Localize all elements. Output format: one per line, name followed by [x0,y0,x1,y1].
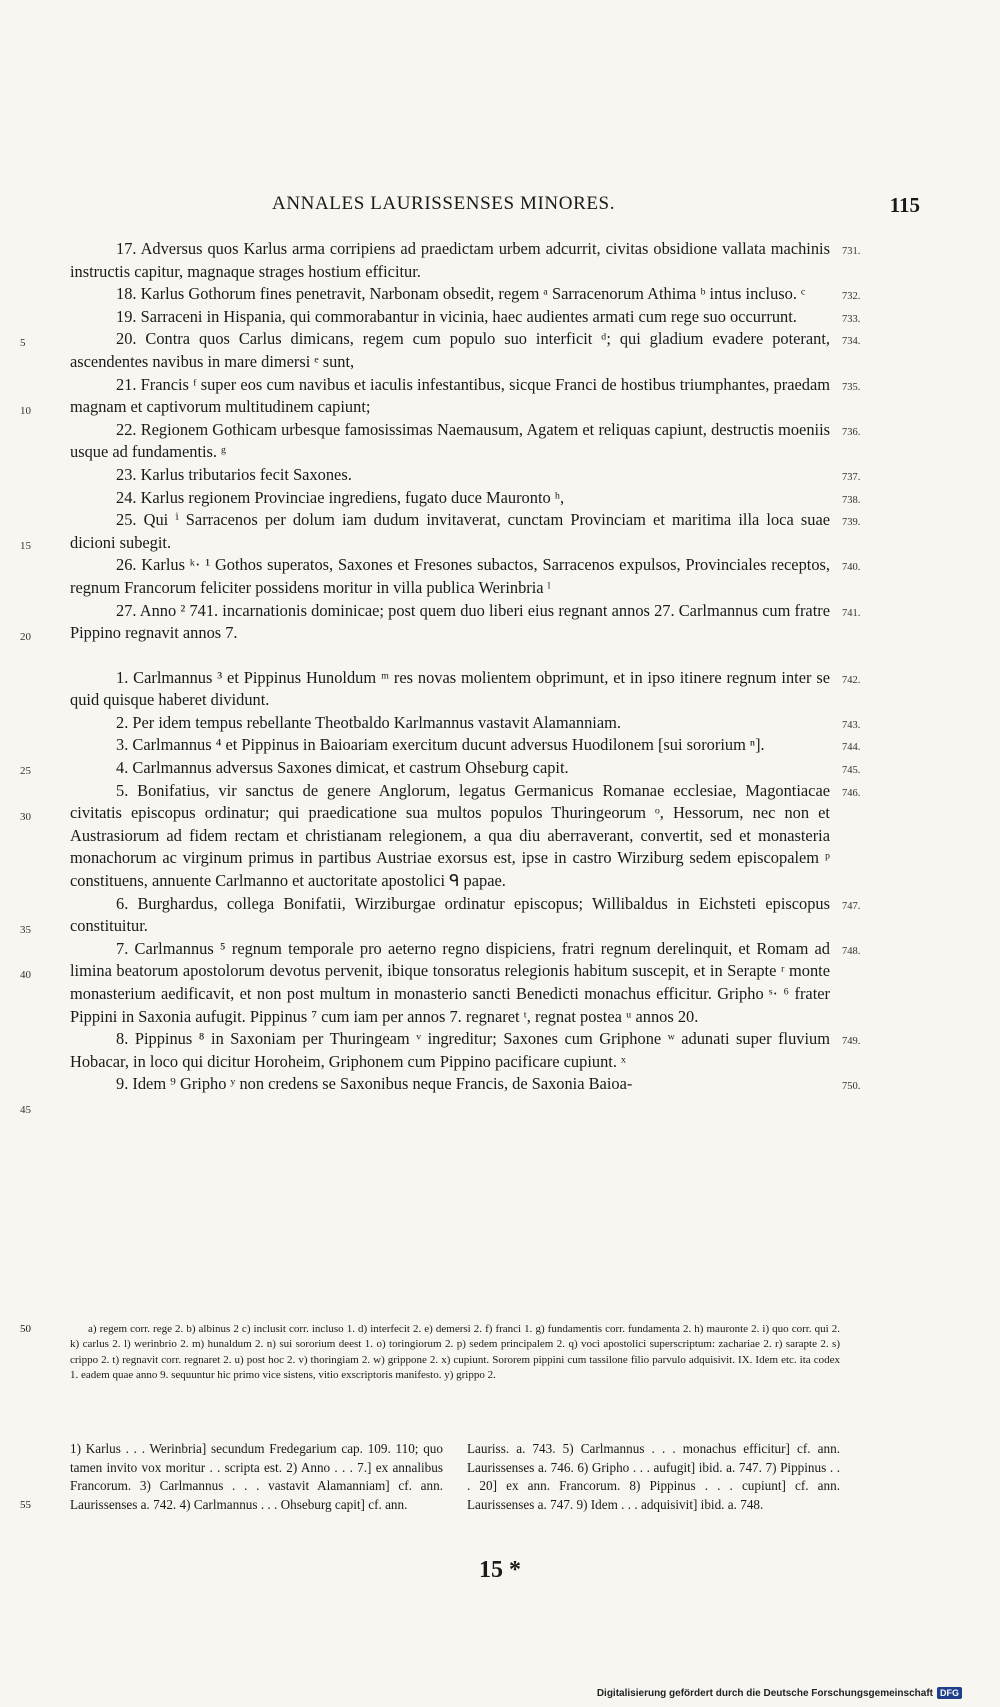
entry-text: 25. Qui ⁱ Sarracenos per dolum iam dudum invitaverat, cunctam Provinciam et maritima illa loca suae dicioni subegit. [70,510,830,552]
variant-notes-text: a) regem corr. rege 2. b) albinus 2 c) inclusit corr. incluso 1. d) interfecit 2. e) demersi 2. f) franci 1. g) fundamentis corr. fundamenta 2. h) mauronte 2. i) quo corr. qui 2. k) carlus 2. l) werinbrio 2. m) hunaldum 2. n) sui sororium deest 1. o) toringiorum 2. p) sedem principalem 2. q) voci apostolici superscriptum: zachariae 2. r) sarapte 2. s) crippo 2. t) regnavit corr. regnaret 2. u) post hoc 2. v) thoringiam 2. w) grippone 2. x) cupiunt. Sororem pippini cum tassilone filio parvulo adquisivit. IX. Idem etc. ita codex 1. eadem quae anno 9. sequuntur hic primo vice sistens, vitio exscriptoris manifesto. y) grippo 2. [70,1323,840,1381]
entry-text: 2. Per idem tempus rebellante Theotbaldo Karlmannus vastavit Alamanniam. [116,712,621,732]
year-margin-note: 740. [842,562,861,574]
digitization-credit [597,1687,962,1699]
line-number: 35 [20,923,31,936]
year-margin-note: 743. [842,719,861,731]
year-margin-note: 744. [842,742,861,754]
year-margin-note: 738. [842,494,861,506]
annal-entry [20,600,861,645]
year-margin-note: 735. [842,381,861,393]
source-notes-right-text: Lauriss. a. 743. 5) Carlmannus . . . monachus efficitur] cf. ann. Laurissenses a. 746. 6) Gripho . . . aufugit] ibid. a. 747. 7) Pippinus . . . 20] ex ann. Francorum. 8) Pippinus . . . cupiunt] cf. ann. Laurissenses a. 747. 9) Idem . . . adquisivit] ibid. a. 748. [467,1441,840,1512]
line-number: 45 [20,1104,31,1117]
annal-entry [20,938,861,1028]
entry-text: 8. Pippinus ⁸ in Saxoniam per Thuringeam ᵛ ingreditur; Saxones cum Griphone ʷ adunati super fluvium Hobacar, in loco qui dicitur Horoheim, Griphonem cum Pippino pacificare cupiunt. ˣ [70,1029,830,1071]
line-number: 30 [20,810,31,823]
line-number: 10 [20,404,31,417]
annal-entry [70,419,861,464]
dfg-logo: DFG [937,1687,962,1699]
line-number: 5 [20,336,26,349]
entry-text: 4. Carlmannus adversus Saxones dimicat, et castrum Ohseburg capit. [116,758,569,778]
annal-entry [70,554,861,599]
entry-text: 21. Francis ᶠ super eos cum navibus et iaculis infestantibus, sicque Franci de hostibus triumphantes, praedam magnam et captivorum multitudinem capiunt; [70,374,830,417]
annal-entry [70,464,861,487]
entry-text: 7. Carlmannus ⁵ regnum temporale pro aeterno regno dispiciens, fratri regnum derelinquit, et Romam ad limina beatorum apostolorum devotus pervenit, ibique tonsoratus relegionis habitum suscepit, et in Serapte ʳ monte monasterium aedificavit, et non post multum in monasterio sancti Benedicti monachus efficitur. Gripho ˢ· ⁶ frater Pippini in Saxonia aufugit. Pippinus ⁷ cum iam per annos 7. regnaret ᵗ, regnat postea ᵘ annos 20. [70,938,830,1026]
entry-text: 18. Karlus Gothorum fines penetravit, Narbonam obsedit, regem ᵃ Sarracenorum Athima ᵇ intus incluso. ᶜ [116,284,806,304]
annal-entry [70,328,861,373]
entry-text: 6. Burghardus, collega Bonifatii, Wirziburgae ordinatur episcopus; Willibaldus in Eichsteti episcopus constituitur. [70,893,830,936]
main-text [20,238,861,1117]
entry-text: 19. Sarraceni in Hispania, qui commorabantur in vicinia, haec audientes armati cum rege suo occurrunt. [116,306,797,326]
entry-text: 3. Carlmannus ⁴ et Pippinus in Baioariam exercitum ducunt adversus Huodilonem [sui sororium ⁿ]. [116,735,765,755]
annal-entry [20,893,861,938]
annal-entry [20,1073,861,1117]
entry-text: 24. Karlus regionem Provinciae ingrediens, fugato duce Mauronto ʰ, [116,487,565,507]
entry-text: 27. Anno ² 741. incarnationis dominicae; post quem duo liberi eius regnant annos 27. Carlmannus cum fratre Pippino regnavit annos 7. [70,600,830,643]
year-margin-note: 731. [842,246,861,257]
source-notes-right [467,1440,840,1514]
annal-entry [70,757,861,780]
annal-entry [70,667,861,712]
entry-text: 17. Adversus quos Karlus arma corripiens ad praedictam urbem adcurrit, civitas obsidione vallata machinis instructis capitur, magnaque strages hostium efficitur. [70,239,830,281]
source-notes-left-text: 1) Karlus . . . Werinbria] secundum Fredegarium cap. 109. 110; quo tamen invito vox moritur . . scripta est. 2) Anno . . . 7.] ex annalibus Francorum. 3) Carlmannus . . . vastavit Alamanniam] cf. ann. Laurissenses a. 742. 4) Carlmannus . . . Ohseburg capit] cf. ann. [70,1441,443,1512]
variant-notes [20,1322,840,1383]
year-margin-note: 749. [842,1036,861,1048]
entry-text: 5. Bonifatius, vir sanctus de genere Anglorum, legatus Germanicus Romanae ecclesiae, Magontiacae civitatis episcopus ordinatur; qui praedicatione sua multos populos Thuringeorum ᵒ, Hessorum, nec non et Austrasiorum ad fidem rectam et christianam relegionem, a qua diu aberraverant, convertit, sed et monasteria monachorum ac virginum primus in partibus Austriae exorsus est, ipse in castro Wirziburg sedem episcopalem ᵖ constituens, annuente Carlmanno et auctoritate apostolici ᑫ papae. [70,780,830,891]
entry-text: 22. Regionem Gothicam urbesque famosissimas Naemausum, Agatem et reliquas capiunt, destructis moeniis usque ad fundamentis. ᵍ [70,419,830,462]
year-margin-note: 750. [842,1081,861,1093]
page-header [70,193,930,223]
entry-text: 26. Karlus ᵏ· ¹ Gothos superatos, Saxones et Fresones subactos, Sarracenos expulsos, Provinciales receptos, regnum Francorum feliciter possidens moritur in villa publica Werinbria ˡ [70,555,830,597]
year-margin-note: 742. [842,674,861,686]
entry-text: 20. Contra quos Carlus dimicans, regem cum populo suo interficit ᵈ; qui gladium evadere poterant, ascendentes navibus in mare dimersi ᵉ sunt, [70,329,830,371]
annal-entry [20,509,861,554]
line-number: 20 [20,630,31,643]
entry-text: 9. Idem ⁹ Gripho ʸ non credens se Saxonibus neque Francis, de Saxonia Baioa- [116,1074,633,1094]
line-number: 50 [20,1323,31,1335]
year-margin-note: 745. [842,765,861,777]
entry-text: 1. Carlmannus ³ et Pippinus Hunoldum ᵐ res novas molientem obprimunt, et in ipso itinere regnum inter se quid quisque haberet dividunt. [70,667,830,710]
annal-entry [70,1028,861,1073]
signature-mark: 15 * [479,1557,521,1583]
credit-text: Digitalisierung gefördert durch die Deutsche Forschungsgemeinschaft [596,1687,933,1699]
annal-entry [70,283,861,306]
year-margin-note: 732. [842,291,861,303]
annal-entry [70,487,861,510]
year-margin-note: 733. [842,313,861,325]
year-margin-note: 739. [842,517,861,529]
entry-text: 23. Karlus tributarios fecit Saxones. [116,464,352,484]
year-margin-note: 737. [842,471,861,483]
year-margin-note: 746. [842,787,861,799]
source-notes [20,1440,840,1514]
page-number: 115 [889,193,920,217]
annal-entry [20,374,861,419]
line-number: 25 [20,765,31,778]
year-margin-note: 736. [842,426,861,438]
line-number: 55 [20,1499,31,1511]
year-margin-note: 734. [842,336,861,348]
running-title: ANNALES LAURISSENSES MINORES. [272,193,616,214]
year-margin-note: 748. [842,945,861,957]
annal-entry [70,712,861,735]
line-number: 15 [20,540,31,553]
source-notes-left [20,1440,443,1514]
annal-entry [70,238,861,283]
annal-entry [20,780,861,893]
year-margin-note: 741. [842,607,861,619]
year-margin-note: 747. [842,900,861,912]
line-number: 40 [20,968,31,981]
